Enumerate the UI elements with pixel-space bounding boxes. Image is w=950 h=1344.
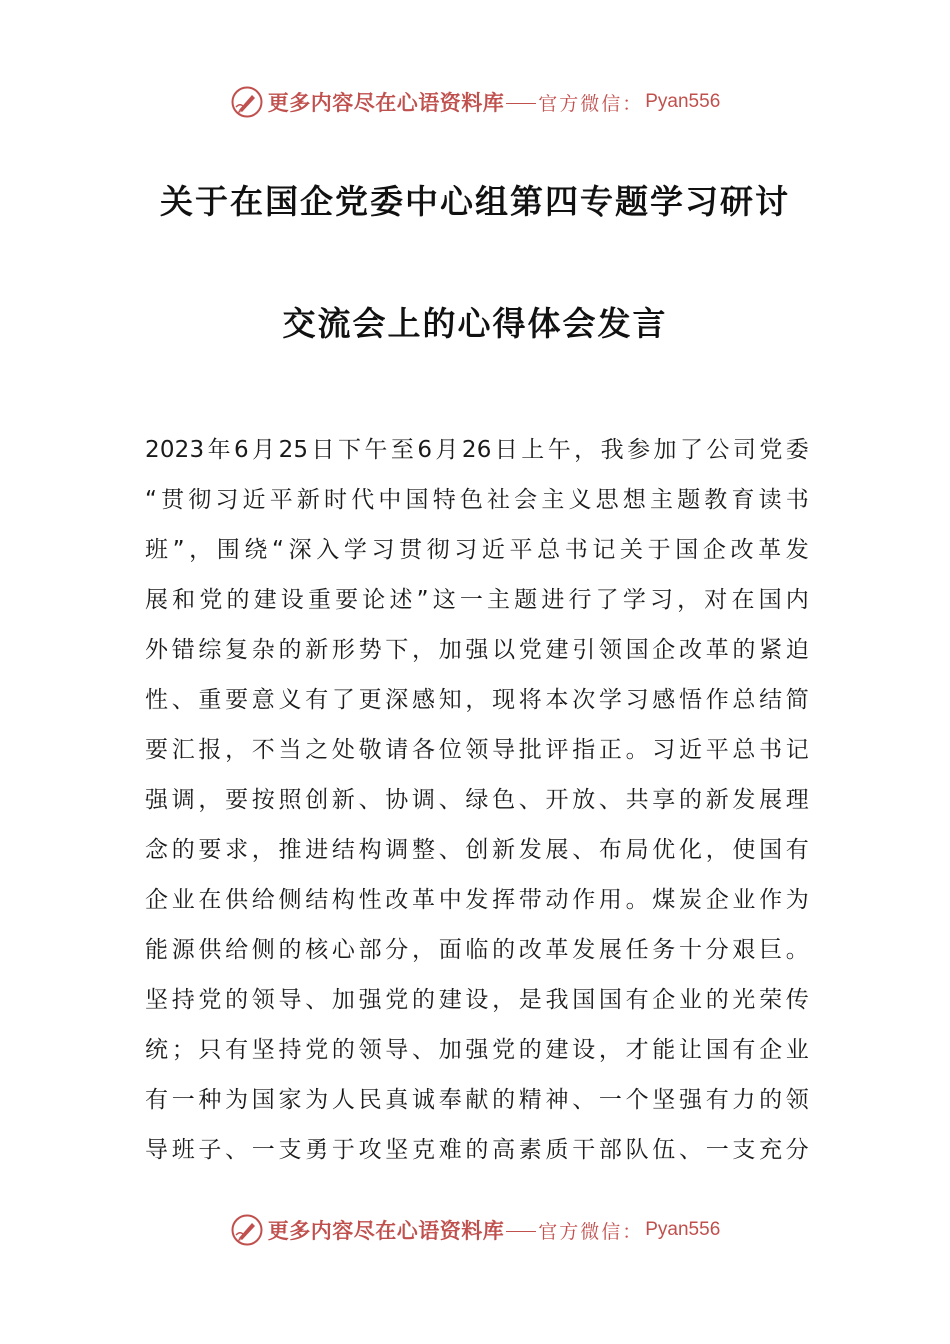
site-text: 更多内容尽在心语资料库: [267, 90, 505, 115]
dash-divider: [506, 103, 536, 104]
body-line: 要汇报，不当之处敬请各位领导批评指正。习近平总书记: [145, 737, 809, 763]
body-line: 班”，围绕“深入学习贯彻习近平总书记关于国企改革发: [145, 537, 809, 563]
body-line: 有一种为国家为人民真诚奉献的精神、一个坚强有力的领: [145, 1087, 809, 1113]
body-line: 导班子、一支勇于攻坚克难的高素质干部队伍、一支充分: [145, 1137, 809, 1163]
dash-divider: [506, 1231, 536, 1232]
body-line: 统；只有坚持党的领导、加强党的建设，才能让国有企业: [145, 1037, 809, 1063]
document-title-line-2: 交流会上的心得体会发言: [282, 304, 668, 343]
body-line: 念的要求，推进结构调整、创新发展、布局优化，使国有: [145, 837, 809, 863]
body-line: 强调，要按照创新、协调、绿色、开放、共享的新发展理: [145, 787, 809, 813]
pen-logo-icon: [230, 85, 264, 119]
wechat-handle: Pyan556: [645, 91, 721, 112]
wechat-handle: Pyan556: [645, 1219, 721, 1240]
body-line: 2023年6月25日下午至6月26日上午，我参加了公司党委: [145, 437, 809, 463]
body-line: 性、重要意义有了更深感知，现将本次学习感悟作总结简: [145, 687, 809, 713]
body-line: 展和党的建设重要论述”这一主题进行了学习，对在国内: [145, 587, 809, 613]
body-line: “贯彻习近平新时代中国特色社会主义思想主题教育读书: [145, 487, 809, 513]
body-line: 外错综复杂的新形势下，加强以党建引领国企改革的紧迫: [145, 637, 809, 663]
header-watermark-banner: [0, 82, 950, 122]
wechat-label: 官方微信：: [538, 92, 644, 115]
body-line: 能源供给侧的核心部分，面临的改革发展任务十分艰巨。: [145, 937, 809, 963]
wechat-label: 官方微信：: [538, 1220, 644, 1243]
body-line: 企业在供给侧结构性改革中发挥带动作用。煤炭企业作为: [145, 887, 809, 913]
document-title-line-1: 关于在国企党委中心组第四专题学习研讨: [160, 182, 790, 221]
body-line: 坚持党的领导、加强党的建设，是我国国有企业的光荣传: [145, 987, 809, 1013]
document-body: [145, 425, 809, 1175]
site-text: 更多内容尽在心语资料库: [267, 1218, 505, 1243]
pen-logo-icon: [230, 1213, 264, 1247]
footer-watermark-banner: [0, 1210, 950, 1250]
